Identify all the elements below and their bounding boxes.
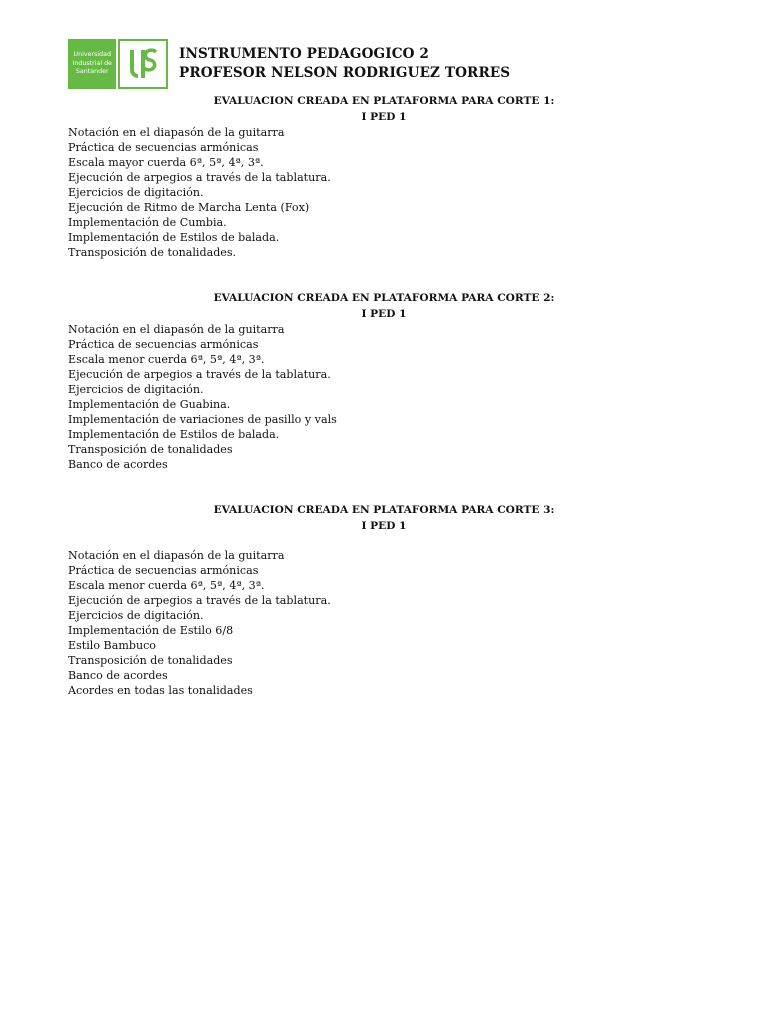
list-item: Transposición de tonalidades	[68, 654, 233, 667]
section-subtitle: I PED 1	[361, 520, 407, 532]
list-item: Escala menor cuerda 6ª, 5ª, 4ª, 3ª.	[68, 353, 265, 366]
list-item: Transposición de tonalidades.	[68, 246, 237, 259]
list-item: Ejercicios de digitación.	[68, 609, 204, 622]
list-item: Ejecución de Ritmo de Marcha Lenta (Fox)	[68, 201, 310, 214]
section-corte-3	[0, 502, 768, 698]
header-line-1: INSTRUMENTO PEDAGOGICO 2	[179, 46, 429, 62]
list-item: Notación en el diapasón de la guitarra	[68, 126, 285, 139]
list-item: Ejecución de arpegios a través de la tablatura.	[68, 594, 331, 607]
section-subtitle: I PED 1	[361, 111, 407, 123]
header-line-2: PROFESOR NELSON RODRIGUEZ TORRES	[179, 65, 511, 81]
list-item: Acordes en todas las tonalidades	[68, 684, 253, 697]
uis-logo	[68, 39, 168, 89]
list-item: Escala mayor cuerda 6ª, 5ª, 4ª, 3ª.	[68, 156, 264, 169]
section-corte-2	[0, 290, 768, 472]
section-subtitle: I PED 1	[361, 308, 407, 320]
list-item: Estilo Bambuco	[68, 639, 156, 652]
list-item: Implementación de Estilos de balada.	[68, 231, 280, 244]
topic-list	[0, 322, 768, 472]
topic-list	[0, 548, 768, 698]
list-item: Ejecución de arpegios a través de la tablatura.	[68, 171, 331, 184]
list-item: Implementación de Estilo 6/8	[68, 624, 234, 637]
list-item: Escala menor cuerda 6ª, 5ª, 4ª, 3ª.	[68, 579, 265, 592]
logo-text-line: Industrial de	[72, 59, 112, 67]
list-item: Transposición de tonalidades	[68, 443, 233, 456]
spacer	[0, 534, 768, 548]
section-corte-1	[0, 93, 768, 260]
list-item: Práctica de secuencias armónicas	[68, 141, 259, 154]
list-item: Ejercicios de digitación.	[68, 186, 204, 199]
uis-mark-graphic	[125, 44, 161, 84]
section-title: EVALUACION CREADA EN PLATAFORMA PARA CORTE 2:	[213, 292, 555, 304]
uis-mark-icon	[118, 39, 168, 89]
list-item: Ejecución de arpegios a través de la tablatura.	[68, 368, 331, 381]
topic-list	[0, 125, 768, 260]
list-item: Implementación de Estilos de balada.	[68, 428, 280, 441]
list-item: Notación en el diapasón de la guitarra	[68, 549, 285, 562]
list-item: Práctica de secuencias armónicas	[68, 338, 259, 351]
list-item: Ejercicios de digitación.	[68, 383, 204, 396]
logo-text-line: Santander	[75, 68, 109, 76]
document-header	[179, 45, 510, 83]
list-item: Banco de acordes	[68, 458, 168, 471]
list-item: Banco de acordes	[68, 669, 168, 682]
list-item: Implementación de Cumbia.	[68, 216, 227, 229]
section-title: EVALUACION CREADA EN PLATAFORMA PARA CORTE 3:	[213, 504, 555, 516]
logo-text-block	[68, 39, 116, 89]
list-item: Práctica de secuencias armónicas	[68, 564, 259, 577]
list-item: Notación en el diapasón de la guitarra	[68, 323, 285, 336]
logo-text-line: Universidad	[73, 51, 111, 59]
list-item: Implementación de variaciones de pasillo y vals	[68, 413, 337, 426]
list-item: Implementación de Guabina.	[68, 398, 231, 411]
section-title: EVALUACION CREADA EN PLATAFORMA PARA CORTE 1:	[213, 95, 555, 107]
